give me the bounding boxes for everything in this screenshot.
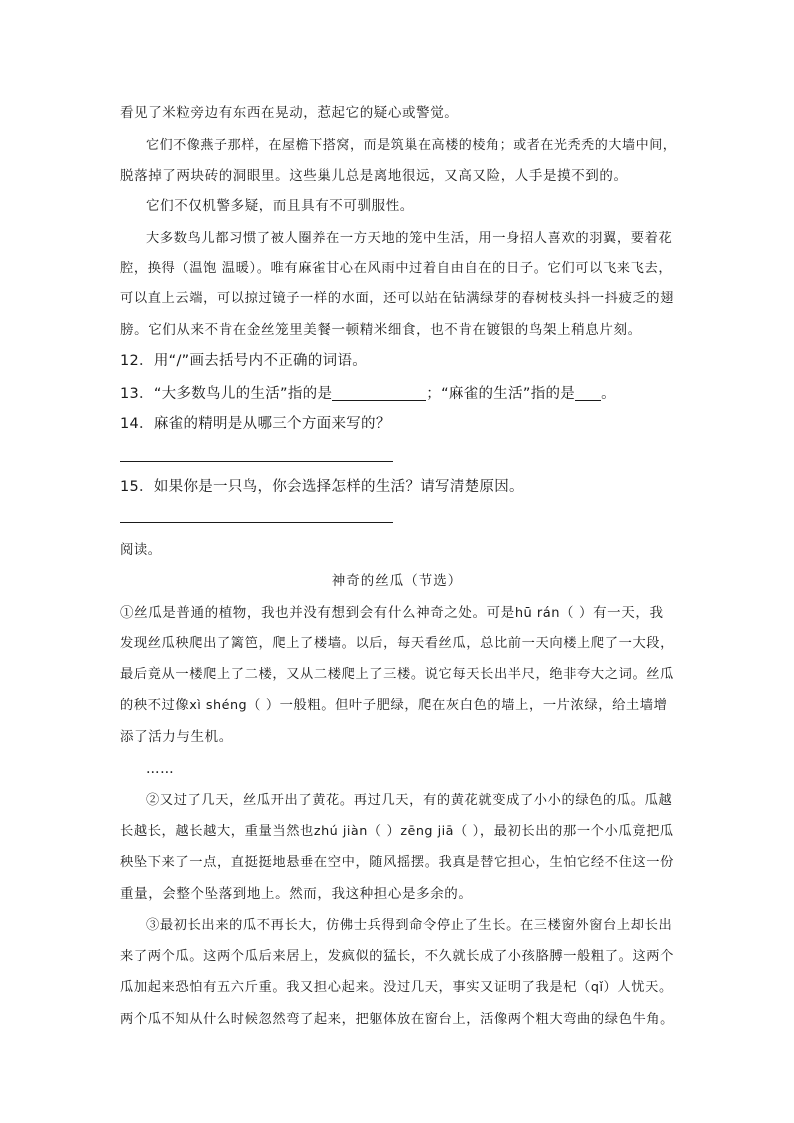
p1-line-1-text-a: ①丝瓜是普通的植物，我也并没有想到会有什么神奇之处。可是 bbox=[120, 605, 515, 621]
ellipsis: …… bbox=[146, 761, 175, 777]
p2-line-2 bbox=[120, 822, 676, 842]
p2-line-2-text-b: （ ） bbox=[367, 824, 401, 839]
question-13-part-a: 13．“大多数鸟儿的生活”指的是 bbox=[120, 386, 333, 402]
pinyin-huran: hū rán bbox=[514, 606, 560, 621]
pinyin-xisheng: xì shéng bbox=[189, 698, 248, 713]
p1-line-3: 最后竟从一楼爬上了二楼，又从二楼爬上了三楼。说它每天长出半尺，绝非夸大之词。丝瓜 bbox=[120, 667, 675, 682]
passage1-line-2: 它们不像燕子那样，在屋檐下搭窝，而是筑巢在高楼的棱角；或者在光秃秃的大墙中间， bbox=[146, 138, 677, 153]
passage-title: 神奇的丝瓜（节选） bbox=[331, 573, 463, 589]
question-15: 15．如果你是一只鸟，你会选择怎样的生活？请写清楚原因。 bbox=[120, 479, 524, 495]
passage1-line-6: 腔，换得（温饱 温暖）。唯有麻雀甘心在风雨中过着自由自在的日子。它们可以飞来飞去， bbox=[120, 261, 673, 276]
pinyin-zhujian: zhú jiàn bbox=[313, 824, 368, 839]
p1-line-2: 发现丝瓜秧爬出了篱笆，爬上了楼墙。以后，每天看丝瓜，总比前一天向楼上爬了一大段， bbox=[120, 636, 675, 651]
p2-line-3: 秧坠下来了一点，直挺挺地悬垂在空中，随风摇摆。我真是替它担心，生怕它经不住这一份 bbox=[120, 855, 675, 870]
passage1-line-5: 大多数鸟儿都习惯了被人圈养在一方天地的笼中生活，用一身招人喜欢的羽翼，要着花 bbox=[146, 231, 673, 246]
question-13-blank-2[interactable] bbox=[575, 384, 601, 401]
question-13-blank-1[interactable] bbox=[332, 384, 426, 401]
question-13-part-b: ；“麻雀的生活”指的是 bbox=[426, 386, 576, 402]
question-15-answer-line[interactable] bbox=[120, 522, 393, 523]
p1-line-1 bbox=[120, 603, 676, 624]
p3-line-3-text-b: ）人忧天。 bbox=[603, 980, 673, 995]
p2-line-2-text-c: （ ），最初长出的那一个小瓜竟把瓜 bbox=[453, 824, 674, 839]
p1-line-5: 添了活力与生机。 bbox=[120, 729, 233, 745]
p1-line-4-text-a: 的秧不过像 bbox=[120, 698, 190, 713]
pinyin-zengjia: zēng jiā bbox=[400, 824, 454, 839]
passage1-line-4: 它们不仅机警多疑，而且具有不可驯服性。 bbox=[146, 198, 414, 214]
p2-line-4: 重量，会整个坠落到地上。然而，我这种担心是多余的。 bbox=[120, 886, 473, 902]
question-14: 14．麻雀的精明是从哪三个方面来写的？ bbox=[120, 416, 391, 432]
p3-line-3-text-a: 瓜加起来恐怕有五六斤重。我又担心起来。没过几天，事实又证明了我是杞（ bbox=[120, 980, 591, 995]
question-13 bbox=[120, 383, 616, 405]
section-label: 阅读。 bbox=[120, 542, 162, 558]
passage1-line-3: 脱落掉了两块砖的洞眼里。这些巢儿总是离地很远，又高又险，人手是摸不到的。 bbox=[120, 168, 628, 184]
p2-line-1: ②又过了几天，丝瓜开出了黄花。再过几天，有的黄花就变成了小小的绿色的瓜。瓜越 bbox=[146, 793, 673, 808]
pinyin-qi: qǐ bbox=[590, 980, 604, 995]
p3-line-2: 来了两个瓜。这两个瓜后来居上，发疯似的猛长，不久就长成了小孩胳膊一般粗了。这两个 bbox=[120, 949, 675, 964]
p2-line-2-text-a: 长越长，越长越大，重量当然也 bbox=[120, 824, 314, 839]
p3-line-1: ③最初长出来的瓜不再长大，仿佛士兵得到命令停止了生长。在三楼窗外窗台上却长出 bbox=[146, 918, 673, 933]
question-14-answer-line[interactable] bbox=[120, 461, 393, 462]
p3-line-4: 两个瓜不知从什么时候忽然弯了起来，把躯体放在窗台上，活像两个粗大弯曲的绿色牛角。 bbox=[120, 1012, 675, 1027]
question-13-part-c: 。 bbox=[601, 386, 616, 402]
passage1-line-8: 膀。它们从来不肯在金丝笼里美餐一顿精米细食，也不肯在镀银的鸟架上稍息片刻。 bbox=[120, 322, 642, 338]
p1-line-4-text-b: （ ）一般粗。但叶子肥绿，爬在灰白色的墙上，一片浓绿，给土墙增 bbox=[247, 698, 668, 713]
p3-line-3 bbox=[120, 978, 676, 998]
passage1-line-1: 看见了米粒旁边有东西在晃动，惹起它的疑心或警觉。 bbox=[120, 105, 459, 121]
question-12: 12．用“/”画去括号内不正确的词语。 bbox=[120, 353, 368, 369]
p1-line-1-text-b: （ ）有一天，我 bbox=[559, 605, 664, 621]
passage1-line-7: 可以直上云端，可以掠过镜子一样的水面，还可以站在钻满绿芽的春树枝头抖一抖疲乏的翅 bbox=[120, 291, 675, 306]
p1-line-4 bbox=[120, 696, 676, 716]
